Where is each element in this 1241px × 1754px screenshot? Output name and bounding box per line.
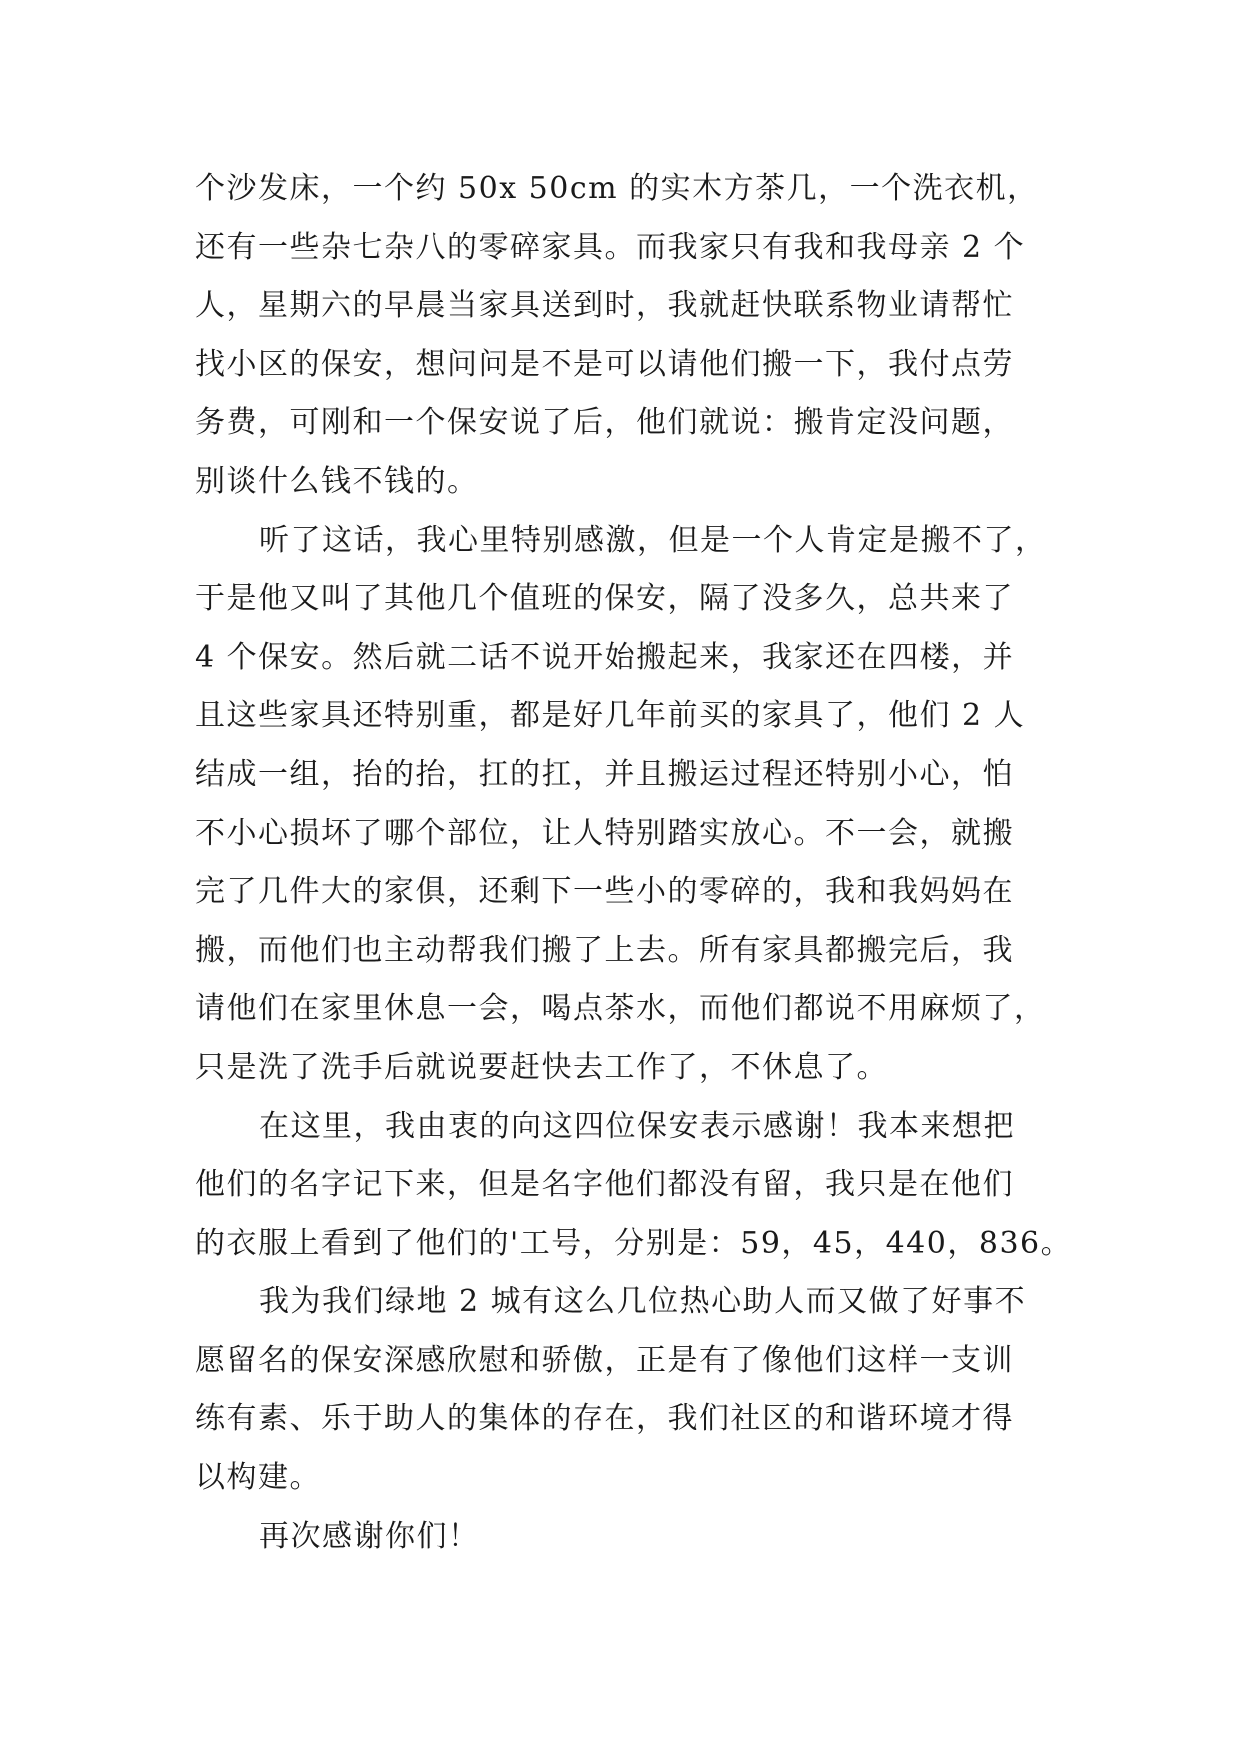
text-line: 且这些家具还特别重，都是好几年前买的家具了，他们 2 人 [195,698,1026,734]
text-line: 别谈什么钱不钱的。 [195,463,479,499]
text-line: 个沙发床，一个约 50x 50cm 的实木方茶几，一个洗衣机， [195,171,1039,206]
text-line: 人，星期六的早晨当家具送到时，我就赶快联系物业请帮忙 [195,288,1014,324]
text-line: 找小区的保安，想问问是不是可以请他们搬一下，我付点劳 [195,346,1014,382]
text-line: 愿留名的保安深感欣慰和骄傲，正是有了像他们这样一支训 [195,1342,1014,1378]
text-line: 练有素、乐于助人的集体的存在，我们社区的和谐环境才得 [195,1401,1014,1437]
text-line: 结成一组，抬的抬，扛的扛，并且搬运过程还特别小心，怕 [195,756,1014,792]
text-line: 4 个保安。然后就二话不说开始搬起来，我家还在四楼，并 [195,639,1015,675]
text-line: 请他们在家里休息一会，喝点茶水，而他们都说不用麻烦了， [195,991,1046,1027]
text-line: 务费，可刚和一个保安说了后，他们就说：搬肯定没问题， [195,405,1014,441]
document-body [195,160,1075,1566]
text-line: 的衣服上看到了他们的'工号，分别是：59，45，440，836。 [195,1225,1073,1261]
text-line: 完了几件大的家俱，还剩下一些小的零碎的，我和我妈妈在 [195,874,1014,910]
text-line: 于是他又叫了其他几个值班的保安，隔了没多久，总共来了 [195,581,1014,617]
paragraph-first-line: 我为我们绿地 2 城有这么几位热心助人而又做了好事不 [259,1284,1027,1320]
text-line: 还有一些杂七杂八的零碎家具。而我家只有我和我母亲 2 个 [195,229,1026,265]
text-line: 他们的名字记下来，但是名字他们都没有留，我只是在他们 [195,1167,1014,1203]
paragraph-first-line: 在这里，我由衷的向这四位保安表示感谢！我本来想把 [259,1108,1015,1144]
text-line: 以构建。 [195,1460,321,1496]
paragraph-first-line: 听了这话，我心里特别感激，但是一个人肯定是搬不了， [259,522,1047,558]
closing-line: 再次感谢你们！ [259,1518,480,1554]
text-line: 搬，而他们也主动帮我们搬了上去。所有家具都搬完后，我 [195,932,1014,968]
text-line: 只是洗了洗手后就说要赶快去工作了，不休息了。 [195,1049,888,1085]
text-line: 不小心损坏了哪个部位，让人特别踏实放心。不一会，就搬 [195,815,1014,851]
